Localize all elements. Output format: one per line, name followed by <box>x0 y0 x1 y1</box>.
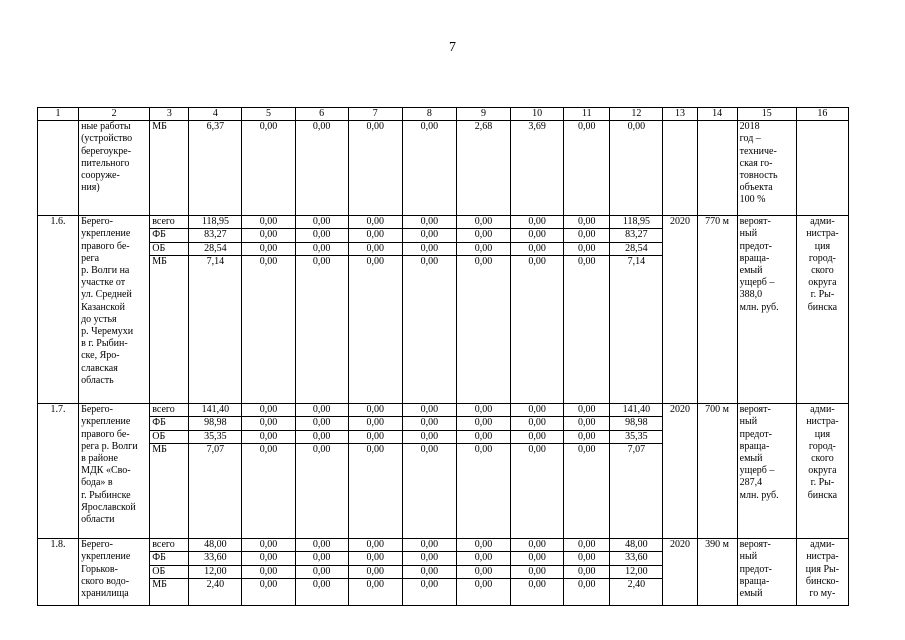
amount-value: 0,00 <box>420 443 439 455</box>
row-number <box>38 121 79 216</box>
amount-value: 0,00 <box>564 539 609 552</box>
value-cell-c6 <box>295 216 348 404</box>
column-header-15: 15 <box>737 108 796 121</box>
column-header-8: 8 <box>402 108 456 121</box>
object-name: Берего- укрепление правого бе- рега р. Волги на участке от ул. Средней Казанской до устья р. Черемухи в г. Рыбин- ске, Яро- славская область <box>79 216 150 404</box>
amount-value: 0,00 <box>578 578 596 590</box>
amount-value: 28,54 <box>189 243 241 256</box>
fund-label: всего <box>150 404 188 417</box>
amount-value: 0,00 <box>511 539 563 552</box>
amount-value: 2,68 <box>474 121 493 133</box>
amount-value: 0,00 <box>349 431 402 444</box>
amount-value: 0,00 <box>564 243 609 256</box>
amount-value: 48,00 <box>189 539 241 552</box>
fund-label: всего <box>150 539 188 552</box>
table-row <box>38 539 849 606</box>
amount-value: 0,00 <box>349 566 402 579</box>
fund-cell <box>150 404 189 539</box>
column-header-14: 14 <box>697 108 737 121</box>
amount-value: 0,00 <box>366 443 385 455</box>
amount-value: 0,00 <box>457 243 510 256</box>
amount-value: 0,00 <box>403 229 456 242</box>
amount-value: 28,54 <box>610 243 662 256</box>
column-header-1: 1 <box>38 108 79 121</box>
value-cell-c9 <box>456 539 510 606</box>
amount-value: 0,00 <box>349 552 402 565</box>
amount-value: 0,00 <box>349 404 402 417</box>
amount-value: 0,00 <box>403 566 456 579</box>
amount-value: 35,35 <box>610 431 662 444</box>
value-cell-c12 <box>610 539 663 606</box>
value-cell-c9 <box>456 121 510 216</box>
column-header-16: 16 <box>796 108 848 121</box>
amount-value: 0,00 <box>403 216 456 229</box>
value-cell-c12 <box>610 216 663 404</box>
amount-value: 0,00 <box>564 566 609 579</box>
amount-value: 0,00 <box>242 243 294 256</box>
effect-description: вероят- ный предот- враща- емый <box>737 539 796 606</box>
fund-label: всего <box>150 216 188 229</box>
row-number: 1.6. <box>38 216 79 404</box>
amount-value: 0,00 <box>296 404 348 417</box>
amount-value: 0,00 <box>457 417 510 430</box>
column-header-11: 11 <box>564 108 610 121</box>
length-value: 390 м <box>697 539 737 606</box>
amount-value: 35,35 <box>189 431 241 444</box>
amount-value: 0,00 <box>296 216 348 229</box>
completion-year <box>663 121 697 216</box>
amount-value: 0,00 <box>564 417 609 430</box>
column-header-5: 5 <box>242 108 295 121</box>
value-cell-c9 <box>456 216 510 404</box>
amount-value: 0,00 <box>349 417 402 430</box>
column-header-3: 3 <box>150 108 189 121</box>
fund-label: ФБ <box>150 229 188 242</box>
amount-value: 0,00 <box>242 539 294 552</box>
amount-value: 0,00 <box>403 417 456 430</box>
value-cell-c5 <box>242 216 295 404</box>
completion-year: 2020 <box>663 539 697 606</box>
amount-value: 7,07 <box>627 443 646 455</box>
amount-value: 0,00 <box>457 216 510 229</box>
fund-label: ФБ <box>150 417 188 430</box>
fund-cell <box>150 121 189 216</box>
amount-value: 0,00 <box>296 552 348 565</box>
header-row <box>38 108 849 121</box>
amount-value: 0,00 <box>457 229 510 242</box>
amount-value: 0,00 <box>312 578 331 590</box>
table-row <box>38 404 849 539</box>
amount-value: 0,00 <box>511 229 563 242</box>
amount-value: 7,07 <box>206 443 225 455</box>
column-header-7: 7 <box>348 108 402 121</box>
amount-value: 0,00 <box>578 121 596 133</box>
row-number: 1.8. <box>38 539 79 606</box>
amount-value: 0,00 <box>403 243 456 256</box>
amount-value: 0,00 <box>259 121 278 133</box>
amount-value: 2,40 <box>627 578 646 590</box>
value-cell-c5 <box>242 121 295 216</box>
amount-value: 0,00 <box>578 443 596 455</box>
row-number: 1.7. <box>38 404 79 539</box>
value-cell-c9 <box>456 404 510 539</box>
amount-value: 0,00 <box>349 243 402 256</box>
amount-value: 0,00 <box>528 255 546 267</box>
object-name: Берего- укрепление Горьков- ского водо- хранилища <box>79 539 150 606</box>
amount-value: 0,00 <box>564 216 609 229</box>
amount-value: 0,00 <box>403 404 456 417</box>
amount-value: 0,00 <box>259 443 278 455</box>
amount-value: 0,00 <box>242 229 294 242</box>
completion-year: 2020 <box>663 216 697 404</box>
amount-value: 0,00 <box>259 255 278 267</box>
length-value <box>697 121 737 216</box>
amount-value: 0,00 <box>420 255 439 267</box>
amount-value: 141,40 <box>189 404 241 417</box>
value-cell-c10 <box>511 404 564 539</box>
value-cell-c8 <box>402 539 456 606</box>
value-cell-c4 <box>189 216 242 404</box>
amount-value: 0,00 <box>242 417 294 430</box>
value-cell-c6 <box>295 404 348 539</box>
table-row <box>38 216 849 404</box>
amount-value: 0,00 <box>457 552 510 565</box>
amount-value: 0,00 <box>564 229 609 242</box>
amount-value: 0,00 <box>242 216 294 229</box>
amount-value: 0,00 <box>564 552 609 565</box>
amount-value: 0,00 <box>457 431 510 444</box>
value-cell-c11 <box>564 121 610 216</box>
column-header-9: 9 <box>456 108 510 121</box>
fund-label: МБ <box>152 255 167 267</box>
value-cell-c5 <box>242 539 295 606</box>
amount-value: 0,00 <box>366 578 385 590</box>
amount-value: 33,60 <box>610 552 662 565</box>
responsible-party <box>796 121 848 216</box>
amount-value: 0,00 <box>511 417 563 430</box>
amount-value: 0,00 <box>242 566 294 579</box>
program-table <box>37 107 849 606</box>
fund-label: ОБ <box>150 243 188 256</box>
amount-value: 0,00 <box>511 216 563 229</box>
amount-value: 2,40 <box>206 578 225 590</box>
amount-value: 3,69 <box>528 121 546 133</box>
amount-value: 0,00 <box>259 578 278 590</box>
amount-value: 0,00 <box>312 121 331 133</box>
responsible-party: адми- нистра- ция Ры- бинско- го му- <box>796 539 848 606</box>
amount-value: 0,00 <box>420 121 439 133</box>
value-cell-c4 <box>189 121 242 216</box>
amount-value: 0,00 <box>296 566 348 579</box>
amount-value: 118,95 <box>189 216 241 229</box>
value-cell-c7 <box>348 539 402 606</box>
value-cell-c6 <box>295 121 348 216</box>
amount-value: 0,00 <box>366 255 385 267</box>
amount-value: 0,00 <box>564 431 609 444</box>
value-cell-c12 <box>610 121 663 216</box>
value-cell-c10 <box>511 121 564 216</box>
value-cell-c10 <box>511 539 564 606</box>
amount-value: 0,00 <box>296 243 348 256</box>
amount-value: 0,00 <box>511 431 563 444</box>
amount-value: 7,14 <box>627 255 646 267</box>
page-number: 7 <box>449 40 456 55</box>
completion-year: 2020 <box>663 404 697 539</box>
amount-value: 0,00 <box>564 404 609 417</box>
amount-value: 0,00 <box>312 443 331 455</box>
value-cell-c8 <box>402 216 456 404</box>
column-header-6: 6 <box>295 108 348 121</box>
value-cell-c7 <box>348 404 402 539</box>
column-header-12: 12 <box>610 108 663 121</box>
fund-label: МБ <box>152 121 167 133</box>
fund-label: МБ <box>152 578 167 590</box>
length-value: 770 м <box>697 216 737 404</box>
value-cell-c8 <box>402 404 456 539</box>
table-row <box>38 121 849 216</box>
amount-value: 0,00 <box>627 121 646 133</box>
amount-value: 6,37 <box>206 121 225 133</box>
object-name: Берего- укрепление правого бе- рега р. Волги в районе МДК «Сво- бода» в г. Рыбинске Ярославской области <box>79 404 150 539</box>
object-name: ные работы (устройство берегоукре- пительного сооруже- ния) <box>79 121 150 216</box>
length-value: 700 м <box>697 404 737 539</box>
amount-value: 0,00 <box>296 229 348 242</box>
amount-value: 0,00 <box>457 539 510 552</box>
fund-cell <box>150 539 189 606</box>
amount-value: 0,00 <box>349 539 402 552</box>
amount-value: 0,00 <box>242 404 294 417</box>
amount-value: 33,60 <box>189 552 241 565</box>
value-cell-c12 <box>610 404 663 539</box>
amount-value: 0,00 <box>474 255 493 267</box>
amount-value: 0,00 <box>403 539 456 552</box>
value-cell-c11 <box>564 216 610 404</box>
value-cell-c8 <box>402 121 456 216</box>
responsible-party: адми- нистра- ция город- ского округа г. Ры- бинска <box>796 216 848 404</box>
value-cell-c6 <box>295 539 348 606</box>
amount-value: 0,00 <box>474 443 493 455</box>
amount-value: 0,00 <box>242 552 294 565</box>
fund-label: ФБ <box>150 552 188 565</box>
value-cell-c5 <box>242 404 295 539</box>
fund-cell <box>150 216 189 404</box>
value-cell-c11 <box>564 404 610 539</box>
value-cell-c7 <box>348 121 402 216</box>
effect-description: 2018 год – техниче- ская го- товность объекта 100 % <box>737 121 796 216</box>
amount-value: 98,98 <box>189 417 241 430</box>
amount-value: 0,00 <box>349 229 402 242</box>
amount-value: 12,00 <box>610 566 662 579</box>
amount-value: 0,00 <box>242 431 294 444</box>
effect-description: вероят- ный предот- враща- емый ущерб – 287,4 млн. руб. <box>737 404 796 539</box>
amount-value: 0,00 <box>349 216 402 229</box>
amount-value: 0,00 <box>511 566 563 579</box>
amount-value: 48,00 <box>610 539 662 552</box>
amount-value: 0,00 <box>511 243 563 256</box>
amount-value: 0,00 <box>366 121 385 133</box>
amount-value: 98,98 <box>610 417 662 430</box>
amount-value: 0,00 <box>296 539 348 552</box>
amount-value: 0,00 <box>511 552 563 565</box>
amount-value: 0,00 <box>296 431 348 444</box>
amount-value: 0,00 <box>420 578 439 590</box>
amount-value: 0,00 <box>578 255 596 267</box>
fund-label: ОБ <box>150 431 188 444</box>
amount-value: 0,00 <box>312 255 331 267</box>
amount-value: 0,00 <box>403 431 456 444</box>
column-header-10: 10 <box>511 108 564 121</box>
responsible-party: адми- нистра- ция город- ского округа г. Ры- бинска <box>796 404 848 539</box>
amount-value: 0,00 <box>474 578 493 590</box>
fund-label: ОБ <box>150 566 188 579</box>
amount-value: 7,14 <box>206 255 225 267</box>
amount-value: 0,00 <box>296 417 348 430</box>
effect-description: вероят- ный предот- враща- емый ущерб – 388,0 млн. руб. <box>737 216 796 404</box>
amount-value: 0,00 <box>457 566 510 579</box>
amount-value: 83,27 <box>610 229 662 242</box>
fund-label: МБ <box>152 443 167 455</box>
column-header-4: 4 <box>189 108 242 121</box>
value-cell-c11 <box>564 539 610 606</box>
amount-value: 12,00 <box>189 566 241 579</box>
value-cell-c4 <box>189 404 242 539</box>
amount-value: 0,00 <box>511 404 563 417</box>
column-header-13: 13 <box>663 108 697 121</box>
column-header-2: 2 <box>79 108 150 121</box>
value-cell-c4 <box>189 539 242 606</box>
amount-value: 118,95 <box>610 216 662 229</box>
value-cell-c10 <box>511 216 564 404</box>
amount-value: 83,27 <box>189 229 241 242</box>
value-cell-c7 <box>348 216 402 404</box>
amount-value: 0,00 <box>403 552 456 565</box>
amount-value: 0,00 <box>528 578 546 590</box>
amount-value: 0,00 <box>457 404 510 417</box>
amount-value: 141,40 <box>610 404 662 417</box>
amount-value: 0,00 <box>528 443 546 455</box>
